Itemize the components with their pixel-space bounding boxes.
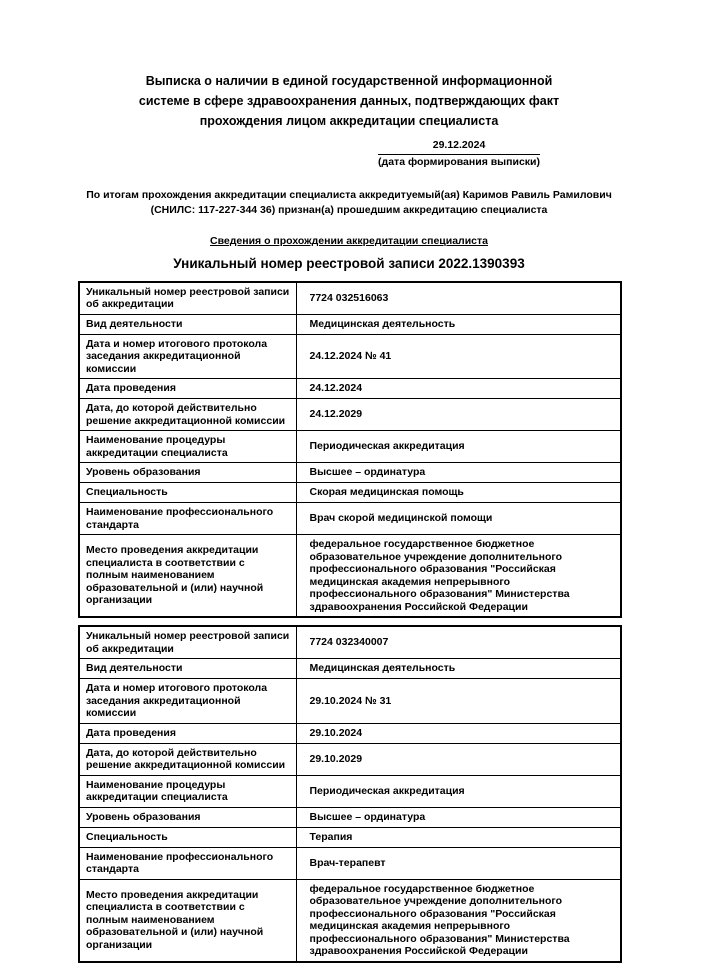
- issue-date-caption: (дата формирования выписки): [378, 156, 540, 168]
- field-value: Периодическая аккредитация: [296, 775, 621, 807]
- table-row: [79, 847, 621, 879]
- table-row: [79, 775, 621, 807]
- table-row: [79, 535, 621, 618]
- document-title-line: Выписка о наличии в единой государственной информационной: [145, 74, 553, 88]
- field-label: Специальность: [79, 827, 296, 847]
- field-label: Наименование профессионального стандарта: [79, 503, 296, 535]
- field-value: Периодическая аккредитация: [296, 431, 621, 463]
- field-label: Место проведения аккредитации специалиста в соответствии с полным наименованием образовательной и (или) научной организации: [79, 879, 296, 962]
- field-value: Терапия: [296, 827, 621, 847]
- field-value: Врач-терапевт: [296, 847, 621, 879]
- table-row: [79, 483, 621, 503]
- document-content: [78, 0, 620, 963]
- field-label: Дата и номер итогового протокола заседания аккредитационной комиссии: [79, 334, 296, 379]
- field-value: Медицинская деятельность: [296, 314, 621, 334]
- table-row: [79, 879, 621, 962]
- field-value: федеральное государственное бюджетное образовательное учреждение дополнительного профессионального образования "Российская медицинская академия непрерывного профессионального образования" Министерства здравоохранения Российской Федерации: [296, 535, 621, 618]
- table-row: [79, 503, 621, 535]
- field-label: Специальность: [79, 483, 296, 503]
- field-value: 7724 032516063: [296, 282, 621, 315]
- section-heading: Сведения о прохождении аккредитации специалиста: [210, 234, 488, 247]
- document-title-line: прохождения лицом аккредитации специалиста: [199, 114, 499, 128]
- accreditation-table-1: [78, 281, 622, 619]
- field-value: 29.10.2024: [296, 723, 621, 743]
- table-row: [79, 431, 621, 463]
- table-row: [79, 743, 621, 775]
- field-value: 7724 032340007: [296, 626, 621, 659]
- table-row: [79, 723, 621, 743]
- table-row: [79, 282, 621, 315]
- field-value: Высшее – ординатура: [296, 807, 621, 827]
- registry-heading: Уникальный номер реестровой записи 2022.1390393: [173, 255, 525, 271]
- field-value: 29.10.2024 № 31: [296, 679, 621, 724]
- field-label: Место проведения аккредитации специалиста в соответствии с полным наименованием образовательной и (или) научной организации: [79, 535, 296, 618]
- table-row: [79, 807, 621, 827]
- document-title: [78, 0, 620, 131]
- table-row: [79, 463, 621, 483]
- table-row: [79, 334, 621, 379]
- field-label: Дата, до которой действительно решение аккредитационной комиссии: [79, 399, 296, 431]
- field-value: Врач скорой медицинской помощи: [296, 503, 621, 535]
- field-value: 24.12.2024 № 41: [296, 334, 621, 379]
- table-row: [79, 626, 621, 659]
- table-row: [79, 314, 621, 334]
- field-label: Наименование профессионального стандарта: [79, 847, 296, 879]
- table-row: [79, 679, 621, 724]
- field-label: Уникальный номер реестровой записи об аккредитации: [79, 282, 296, 315]
- field-value: 24.12.2024: [296, 379, 621, 399]
- field-label: Вид деятельности: [79, 659, 296, 679]
- field-value: 24.12.2029: [296, 399, 621, 431]
- field-label: Дата, до которой действительно решение аккредитационной комиссии: [79, 743, 296, 775]
- table-row: [79, 379, 621, 399]
- intro-paragraph: По итогам прохождения аккредитации специалиста аккредитуемый(ая) Каримов Равиль Рамилович (СНИЛС: 117-227-344 36) признан(а) прошедшим аккредитацию специалиста: [86, 188, 612, 216]
- table-row: [79, 399, 621, 431]
- field-value: 29.10.2029: [296, 743, 621, 775]
- field-label: Уровень образования: [79, 463, 296, 483]
- document-title-line: системе в сфере здравоохранения данных, подтверждающих факт: [138, 94, 560, 108]
- issue-date-block: [378, 139, 540, 169]
- table-row: [79, 659, 621, 679]
- field-label: Наименование процедуры аккредитации специалиста: [79, 775, 296, 807]
- table-row: [79, 827, 621, 847]
- field-label: Дата проведения: [79, 379, 296, 399]
- field-label: Уникальный номер реестровой записи об аккредитации: [79, 626, 296, 659]
- field-value: Медицинская деятельность: [296, 659, 621, 679]
- field-value: Высшее – ординатура: [296, 463, 621, 483]
- field-label: Наименование процедуры аккредитации специалиста: [79, 431, 296, 463]
- field-label: Дата и номер итогового протокола заседания аккредитационной комиссии: [79, 679, 296, 724]
- issue-date-value: 29.12.2024: [378, 139, 540, 155]
- field-label: Вид деятельности: [79, 314, 296, 334]
- accreditation-table-2: [78, 625, 622, 963]
- field-value: Скорая медицинская помощь: [296, 483, 621, 503]
- field-label: Уровень образования: [79, 807, 296, 827]
- field-value: федеральное государственное бюджетное образовательное учреждение дополнительного профессионального образования "Российская медицинская академия непрерывного профессионального образования" Министерства здравоохранения Российской Федерации: [296, 879, 621, 962]
- field-label: Дата проведения: [79, 723, 296, 743]
